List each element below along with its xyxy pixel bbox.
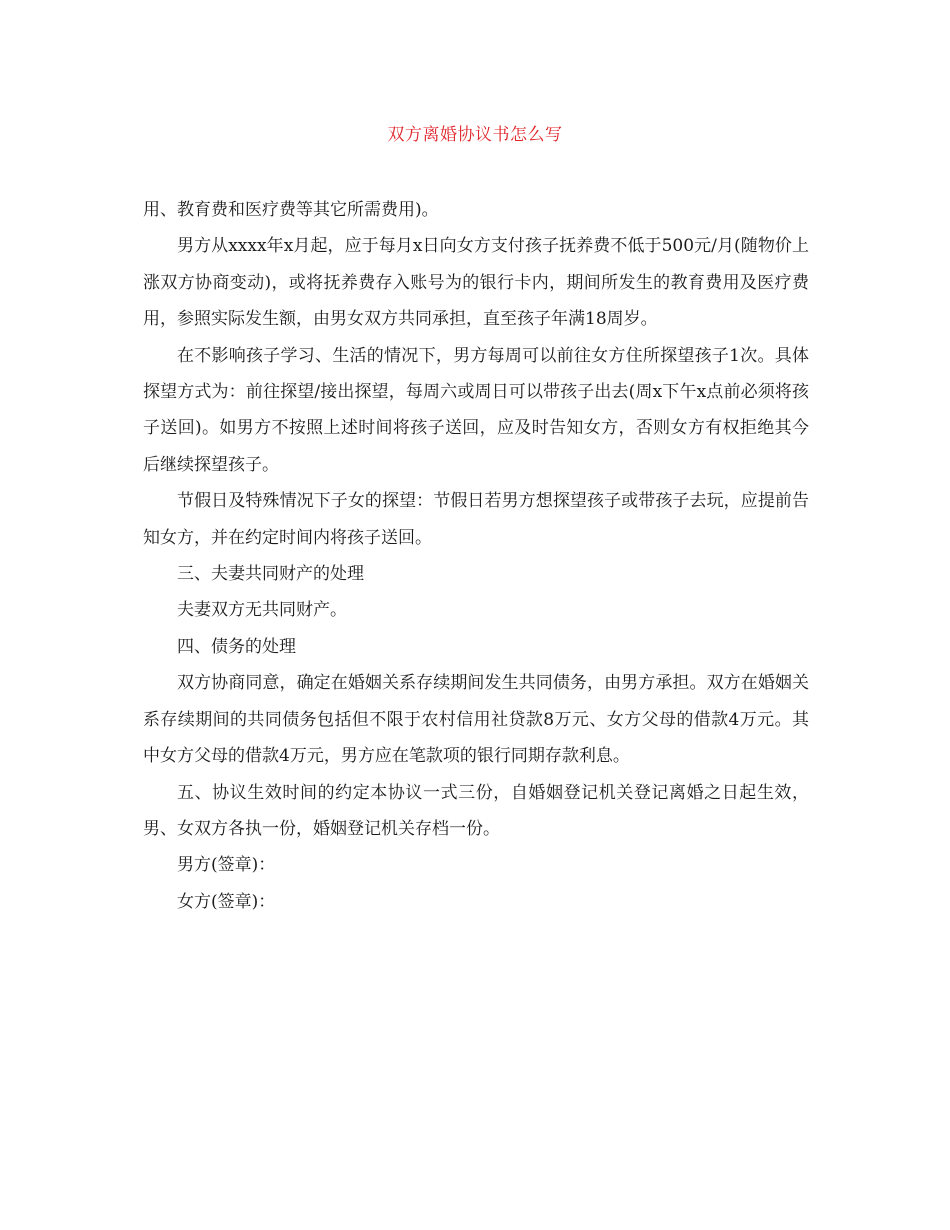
paragraph-visitation: 在不影响孩子学习、生活的情况下，男方每周可以前往女方住所探望孩子1次。具体探望方式为：前往探望/接出探望，每周六或周日可以带孩子出去(周x下午x点前必须将孩子送回)。如男方不按照上述时间将孩子送回，应及时告知女方，否则女方有权拒绝其今后继续探望孩子。	[143, 345, 809, 475]
paragraph-debt: 双方协商同意，确定在婚姻关系存续期间发生共同债务，由男方承担。双方在婚姻关系存续期间的共同债务包括但不限于农村信用社贷款8万元、女方父母的借款4万元。其中女方父母的借款4万元，男方应在笔款项的银行同期存款利息。	[143, 673, 809, 767]
paragraph-property: 夫妻双方无共同财产。	[177, 600, 347, 621]
signature-line-female: 女方(签章)：	[177, 891, 276, 912]
paragraph-holiday-visitation: 节假日及特殊情况下子女的探望：节假日若男方想探望孩子或带孩子去玩，应提前告知女方，并在约定时间内将孩子送回。	[143, 491, 809, 548]
section-heading-debt: 四、债务的处理	[177, 636, 296, 657]
document-title: 双方离婚协议书怎么写	[387, 125, 563, 145]
paragraph-continuation: 用、教育费和医疗费等其它所需费用)。	[143, 200, 439, 220]
paragraph-child-support: 男方从xxxx年x月起，应于每月x日向女方支付孩子抚养费不低于500元/月(随物价上涨双方协商变动)，或将抚养费存入账号为的银行卡内，期间所发生的教育费用及医疗费用，参照实际发生额，由男女双方共同承担，直至孩子年满18周岁。	[143, 236, 809, 330]
signature-line-male: 男方(签章)：	[177, 855, 276, 876]
paragraph-effective-date: 五、协议生效时间的约定本协议一式三份，自婚姻登记机关登记离婚之日起生效，男、女双方各执一份，婚姻登记机关存档一份。	[143, 782, 809, 839]
document-body	[143, 192, 809, 920]
section-heading-property: 三、夫妻共同财产的处理	[177, 564, 364, 585]
